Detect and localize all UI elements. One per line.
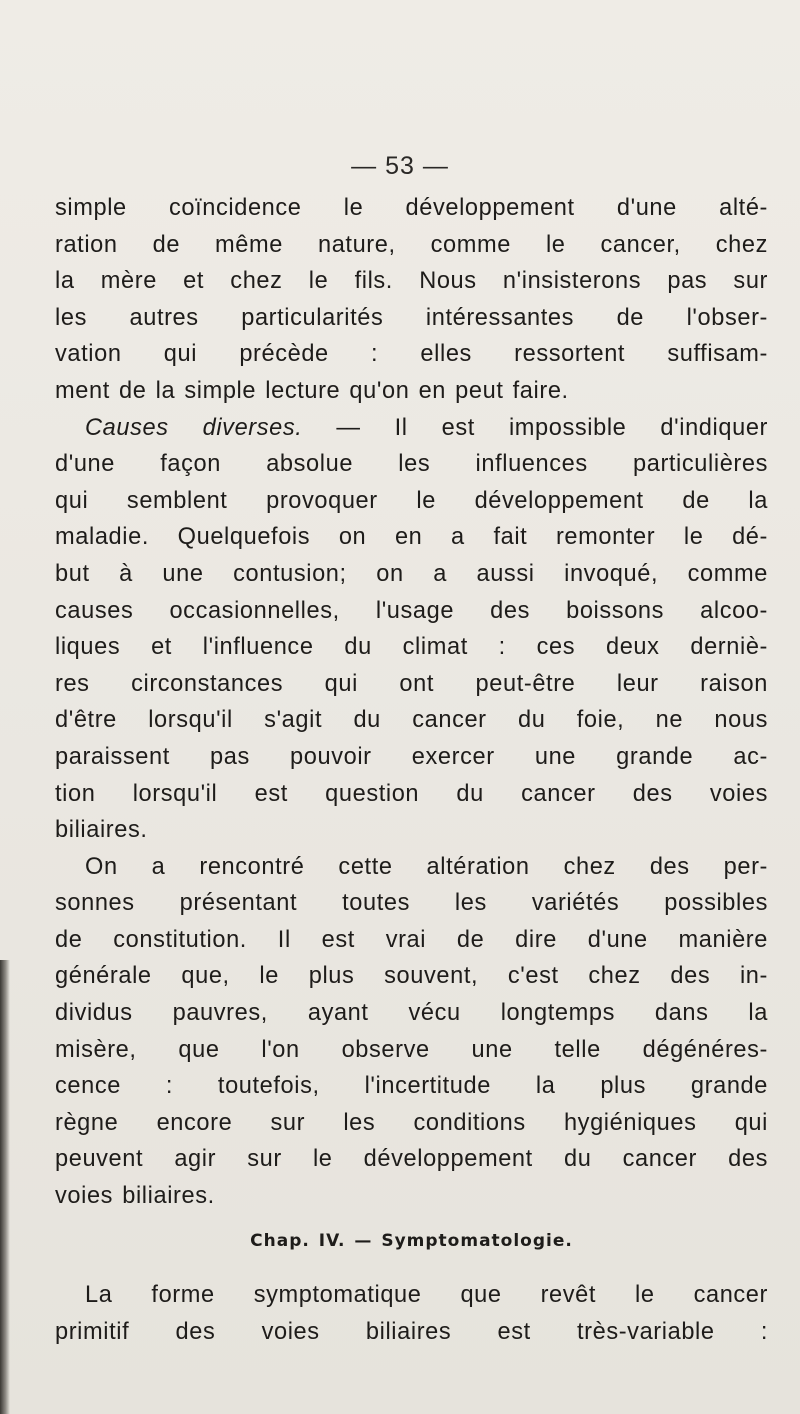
text-line: causes occasionnelles, l'usage des boissons alcoo- <box>55 597 768 624</box>
text-run: — Il est impossible d'indiquer <box>302 414 768 441</box>
text-line: sonnes présentant toutes les variétés possibles <box>55 890 768 917</box>
section-heading: Causes diverses. <box>85 414 303 441</box>
text-line: d'une façon absolue les influences particulières <box>55 451 768 478</box>
text-line: la mère et chez le fils. Nous n'insisterons pas sur <box>55 268 768 295</box>
text-line: règne encore sur les conditions hygiéniques qui <box>55 1109 768 1136</box>
text-line: voies biliaires. <box>55 1183 215 1210</box>
text-line: qui semblent provoquer le développement de la <box>55 487 768 514</box>
text-line: peuvent agir sur le développement du cancer des <box>55 1146 768 1173</box>
text-line: ment de la simple lecture qu'on en peut faire. <box>55 377 569 404</box>
text-line: On a rencontré cette altération chez des per- <box>85 853 768 880</box>
text-line: misère, que l'on observe une telle dégénéres- <box>55 1036 768 1063</box>
text-line: but à une contusion; on a aussi invoqué, comme <box>55 560 768 587</box>
text-line: simple coïncidence le développement d'une alté- <box>55 195 768 221</box>
text-line: paraissent pas pouvoir exercer une grande ac- <box>55 743 768 770</box>
text-line: dividus pauvres, ayant vécu longtemps dans la <box>55 1000 768 1027</box>
text-line: primitif des voies biliaires est très-variable : <box>55 1318 768 1345</box>
text-line: les autres particularités intéressantes de l'obser- <box>55 304 768 331</box>
text-line: liques et l'influence du climat : ces deux derniè- <box>55 634 768 661</box>
text-line: res circonstances qui ont peut-être leur raison <box>55 670 768 697</box>
chapter-heading: Chap. IV. — Symptomatologie. <box>250 1230 573 1251</box>
text-line: cence : toutefois, l'incertitude la plus grande <box>55 1073 768 1100</box>
text-line: d'être lorsqu'il s'agit du cancer du foie, ne nous <box>55 707 768 734</box>
text-line: La forme symptomatique que revêt le cancer <box>85 1282 768 1309</box>
text-line: tion lorsqu'il est question du cancer des voies <box>55 780 768 807</box>
body-text <box>55 190 768 1350</box>
text-line: ration de même nature, comme le cancer, chez <box>55 231 768 258</box>
text-line: biliaires. <box>55 817 148 844</box>
text-line: de constitution. Il est vrai de dire d'une manière <box>55 926 768 953</box>
text-line: maladie. Quelquefois on en a fait remonter le dé- <box>55 524 768 551</box>
text-line: générale que, le plus souvent, c'est chez des in- <box>55 963 768 990</box>
text-line: vation qui précède : elles ressortent suffisam- <box>55 341 768 368</box>
binding-shadow <box>0 960 10 1414</box>
page-number: — 53 — <box>351 152 449 180</box>
section-first-line <box>55 410 768 447</box>
